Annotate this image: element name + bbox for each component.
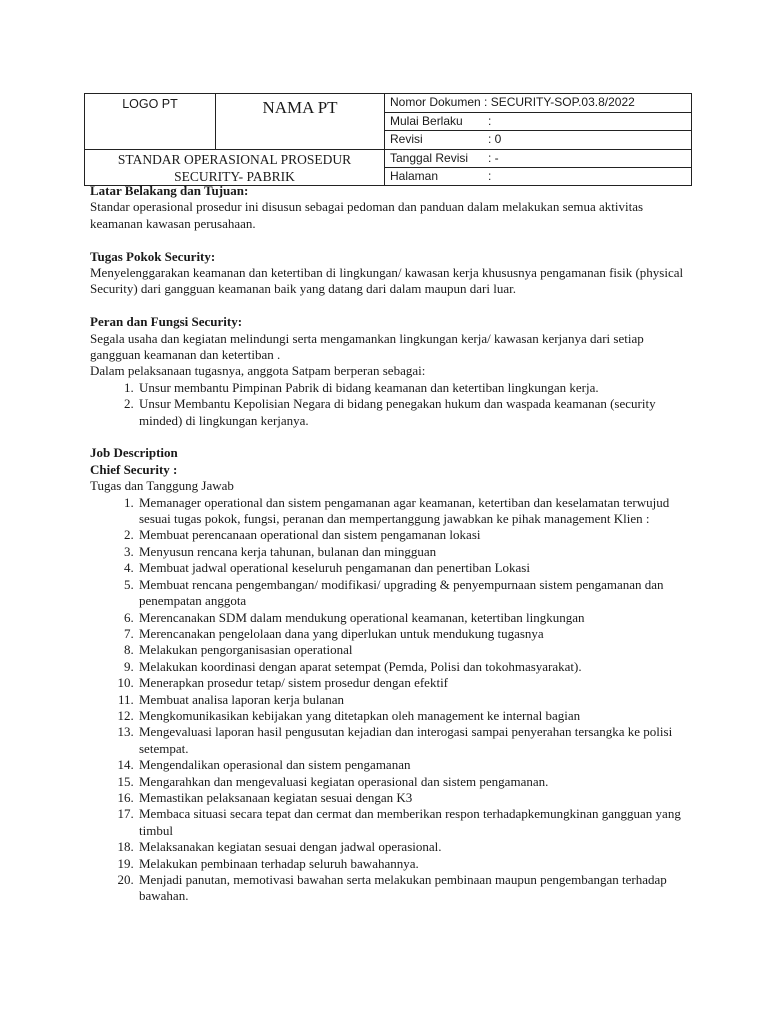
revision-date-cell — [385, 150, 692, 168]
company-name: NAMA PT — [216, 94, 385, 150]
job-description-heading: Job Description — [90, 445, 178, 461]
role-intro: Dalam pelaksanaan tugasnya, anggota Satpam berperan sebagai: — [90, 363, 426, 379]
role-text: Segala usaha dan kegiatan melindungi serta mengamankan lingkungan kerja/ kawasan kerjanya dari setiap gangguan keamanan dan ketertiban . — [90, 330, 644, 363]
sop-title-line1: STANDAR OPERASIONAL PROSEDUR — [117, 152, 352, 167]
list-item: 2. Membuat perencanaan operational dan sistem pengamanan lokasi — [137, 527, 690, 543]
chief-security-heading: Chief Security : — [90, 461, 178, 477]
doc-number-cell — [385, 94, 692, 113]
revision-date-label: Tanggal Revisi — [390, 151, 469, 165]
list-item: 8. Melakukan pengorganisasian operational — [137, 642, 690, 658]
effective-value: : — [488, 113, 492, 128]
page-value: : — [488, 169, 492, 183]
list-item: 17. Membaca situasi secara tepat dan cermat dan memberikan respon terhadapkemungkinan gangguan yang timbul — [137, 806, 690, 839]
revision-value: : 0 — [488, 132, 502, 147]
list-item: 18. Melaksanakan kegiatan sesuai dengan jadwal operasional. — [137, 839, 690, 855]
list-item: 10. Menerapkan prosedur tetap/ sistem prosedur dengan efektif — [137, 675, 690, 691]
list-item: 13. Mengevaluasi laporan hasil pengusutan kejadian dan interogasi sampai penyerahan tersangka ke polisi setempat. — [137, 724, 690, 757]
role-list — [90, 380, 690, 429]
responsibilities-label: Tugas dan Tanggung Jawab — [90, 478, 234, 494]
list-item: 1. Unsur membantu Pimpinan Pabrik di bidang keamanan dan ketertiban lingkungan kerja. — [137, 380, 690, 396]
effective-label: Mulai Berlaku — [390, 113, 463, 128]
doc-number-label: Nomor Dokumen — [390, 95, 481, 109]
list-item: 12. Mengkomunikasikan kebijakan yang ditetapkan oleh management ke internal bagian — [137, 708, 690, 724]
main-duty-text: Menyelenggarakan keamanan dan ketertiban di lingkungan/ kawasan kerja khususnya pengamanan fisik (physical Security) dari gangguan keamanan baik yang datang dari dalam maupun dari luar. — [90, 265, 684, 297]
responsibilities-list — [90, 495, 690, 905]
list-item: 14. Mengendalikan operasional dan sistem pengamanan — [137, 757, 690, 773]
list-item: 19. Melakukan pembinaan terhadap seluruh bawahannya. — [137, 856, 690, 872]
revision-date-value: : - — [488, 151, 499, 165]
sop-title-line2: SECURITY- PABRIK — [174, 169, 295, 184]
main-duty-heading: Tugas Pokok Security: — [90, 248, 216, 264]
document-body — [90, 183, 690, 905]
logo-placeholder: LOGO PT — [85, 94, 216, 150]
sop-header-table — [84, 93, 692, 186]
list-item: 20. Menjadi panutan, memotivasi bawahan serta melakukan pembinaan maupun pengembangan terhadap bawahan. — [137, 872, 690, 905]
list-item: 7. Merencanakan pengelolaan dana yang diperlukan untuk mendukung tugasnya — [137, 626, 690, 642]
list-item: 16. Memastikan pelaksanaan kegiatan sesuai dengan K3 — [137, 790, 690, 806]
list-item: 3. Menyusun rencana kerja tahunan, bulanan dan mingguan — [137, 544, 690, 560]
list-item: 6. Merencanakan SDM dalam mendukung operational keamanan, ketertiban lingkungan — [137, 610, 690, 626]
list-item: 2. Unsur Membantu Kepolisian Negara di bidang penegakan hukum dan waspada keamanan (security minded) di lingkungan kerjanya. — [137, 396, 690, 429]
list-item: 1. Memanager operational dan sistem pengamanan agar keamanan, ketertiban dan keselamatan terwujud sesuai tugas pokok, fungsi, peranan dan mempertanggung jawabkan ke pihak management Klien : — [137, 495, 690, 528]
list-item: 5. Membuat rencana pengembangan/ modifikasi/ upgrading & penyempurnaan sistem pengamanan dan penempatan anggota — [137, 577, 690, 610]
sop-title — [85, 150, 385, 186]
background-text: Standar operasional prosedur ini disusun sebagai pedoman dan panduan dalam melakukan semua aktivitas keamanan kawasan perusahaan. — [90, 199, 644, 231]
list-item: 11. Membuat analisa laporan kerja bulanan — [137, 692, 690, 708]
role-heading: Peran dan Fungsi Security: — [90, 314, 243, 330]
list-item: 9. Melakukan koordinasi dengan aparat setempat (Pemda, Polisi dan tokohmasyarakat). — [137, 659, 690, 675]
revision-cell — [385, 131, 692, 150]
effective-date-cell — [385, 112, 692, 131]
list-item: 15. Mengarahkan dan mengevaluasi kegiatan operasional dan sistem pengamanan. — [137, 774, 690, 790]
page-label: Halaman — [390, 169, 439, 183]
doc-number-value: : SECURITY-SOP.03.8/2022 — [484, 95, 635, 109]
revision-label: Revisi — [390, 132, 423, 147]
background-heading: Latar Belakang dan Tujuan: — [90, 183, 249, 198]
list-item: 4. Membuat jadwal operational keseluruh pengamanan dan penertiban Lokasi — [137, 560, 690, 576]
